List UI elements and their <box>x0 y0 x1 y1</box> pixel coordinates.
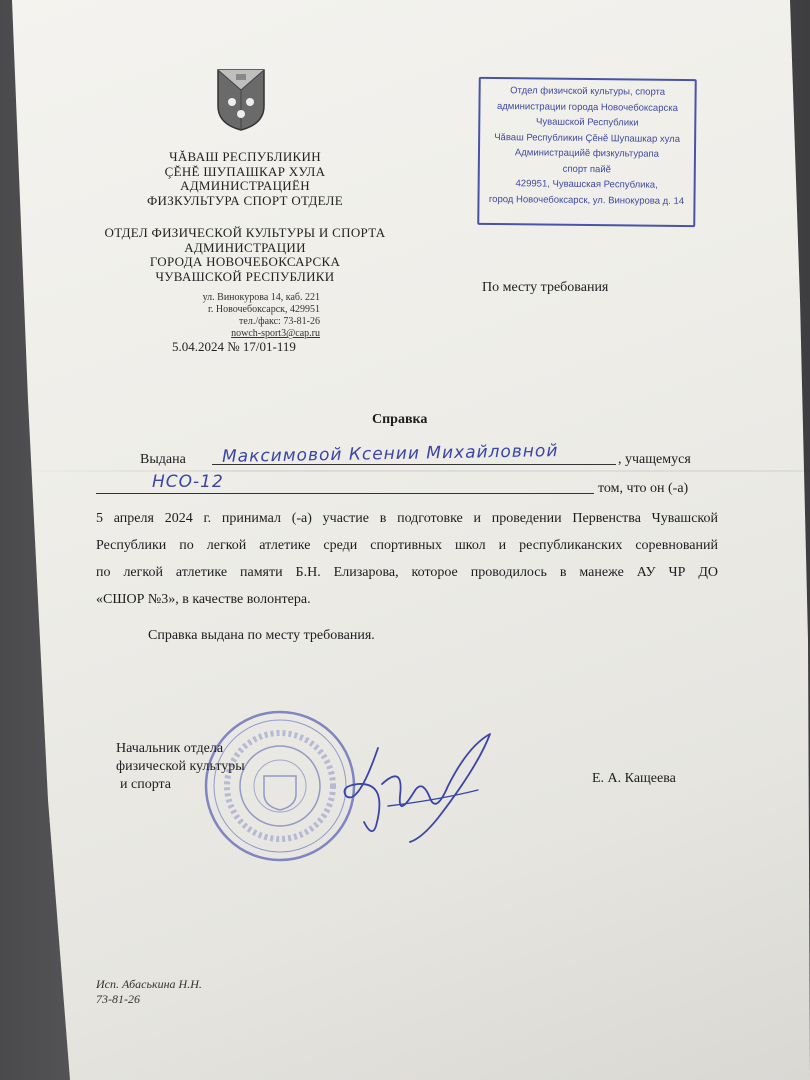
executor-name: Исп. Абаськина Н.Н. <box>96 977 202 991</box>
executor-phone: 73-81-26 <box>96 992 140 1006</box>
group-handwritten: НСО-12 <box>152 472 224 492</box>
header-ru-line: АДМИНИСТРАЦИИ <box>184 239 306 255</box>
header-ru-line: ГОРОДА НОВОЧЕБОКСАРСКА <box>149 254 341 269</box>
signer-name: Е. А. Кащеева <box>592 771 676 786</box>
header-chuv-line: ÇĔНĔ ШУПАШКАР ХУЛА <box>164 163 326 179</box>
header-chuv-line: ЧĂВАШ РЕСПУБЛИКИН <box>169 149 321 164</box>
group-underline <box>96 493 594 494</box>
signer-position-line: и спорта <box>120 777 172 792</box>
stamp-line: спорт пайĕ <box>562 163 612 175</box>
header-ru-line: ЧУВАШСКОЙ РЕСПУБЛИКИ <box>155 268 335 284</box>
coat-of-arms-emblem <box>214 66 268 132</box>
header-chuv-line: ФИЗКУЛЬТУРА СПОРТ ОТДЕЛЕ <box>146 192 344 208</box>
body-line: «СШОР №3», в качестве волонтера. <box>96 592 311 607</box>
stamp-line: Чувашской Республики <box>536 116 639 129</box>
stamp-line: 429951, Чувашская Республика, <box>515 178 658 191</box>
handwritten-signature <box>318 726 508 846</box>
header-ru-line: ОТДЕЛ ФИЗИЧЕСКОЙ КУЛЬТУРЫ И СПОРТА <box>104 225 386 240</box>
department-stamp <box>477 77 697 227</box>
stamp-line: Администрацийĕ физкультурапа <box>514 147 660 160</box>
body-line: 5 апреля 2024 г. принимал (-а) участие в подготовке и проведении Первенства Чувашской <box>96 511 718 526</box>
issued-label: Выдана <box>140 452 186 467</box>
address-line: г. Новочебоксарск, 429951 <box>207 304 320 315</box>
reference-number: 5.04.2024 № 17/01-119 <box>172 339 296 354</box>
closing-statement: Справка выдана по месту требования. <box>148 628 375 643</box>
document-title: Справка <box>372 412 428 427</box>
email-link[interactable]: nowch-sport3@cap.ru <box>231 328 320 339</box>
stamp-line: Отдел физичской культуры, спорта <box>510 85 666 98</box>
signer-position-line: физической культуры <box>116 759 245 774</box>
recipient-handwritten: Максимовой Ксении Михайловной <box>221 441 559 467</box>
signer-position-line: Начальник отдела <box>116 741 224 756</box>
addressee: По месту требования <box>482 280 609 295</box>
stamp-line: администрации города Новочебоксарска <box>496 100 678 114</box>
stamp-line: город Новочебоксарск, ул. Винокурова д. 14 <box>488 193 685 207</box>
address-line: тел./факс: 73-81-26 <box>239 316 320 327</box>
body-line: Республики по легкой атлетике среди спортивных школ и республиканских соревнований <box>96 538 718 553</box>
header-chuv-line: АДМИНИСТРАЦИЁН <box>180 178 310 193</box>
student-suffix: , учащемуся <box>618 452 691 467</box>
that-suffix: том, что он (-а) <box>598 481 689 496</box>
body-line: по легкой атлетике памяти Б.Н. Елизарова, которое проводилось в манеже АУ ЧР ДО <box>96 565 718 580</box>
stamp-line: Чăваш Республикин Çĕнĕ Шупашкар хула <box>494 131 681 145</box>
address-line: ул. Винокурова 14, каб. 221 <box>202 292 320 303</box>
